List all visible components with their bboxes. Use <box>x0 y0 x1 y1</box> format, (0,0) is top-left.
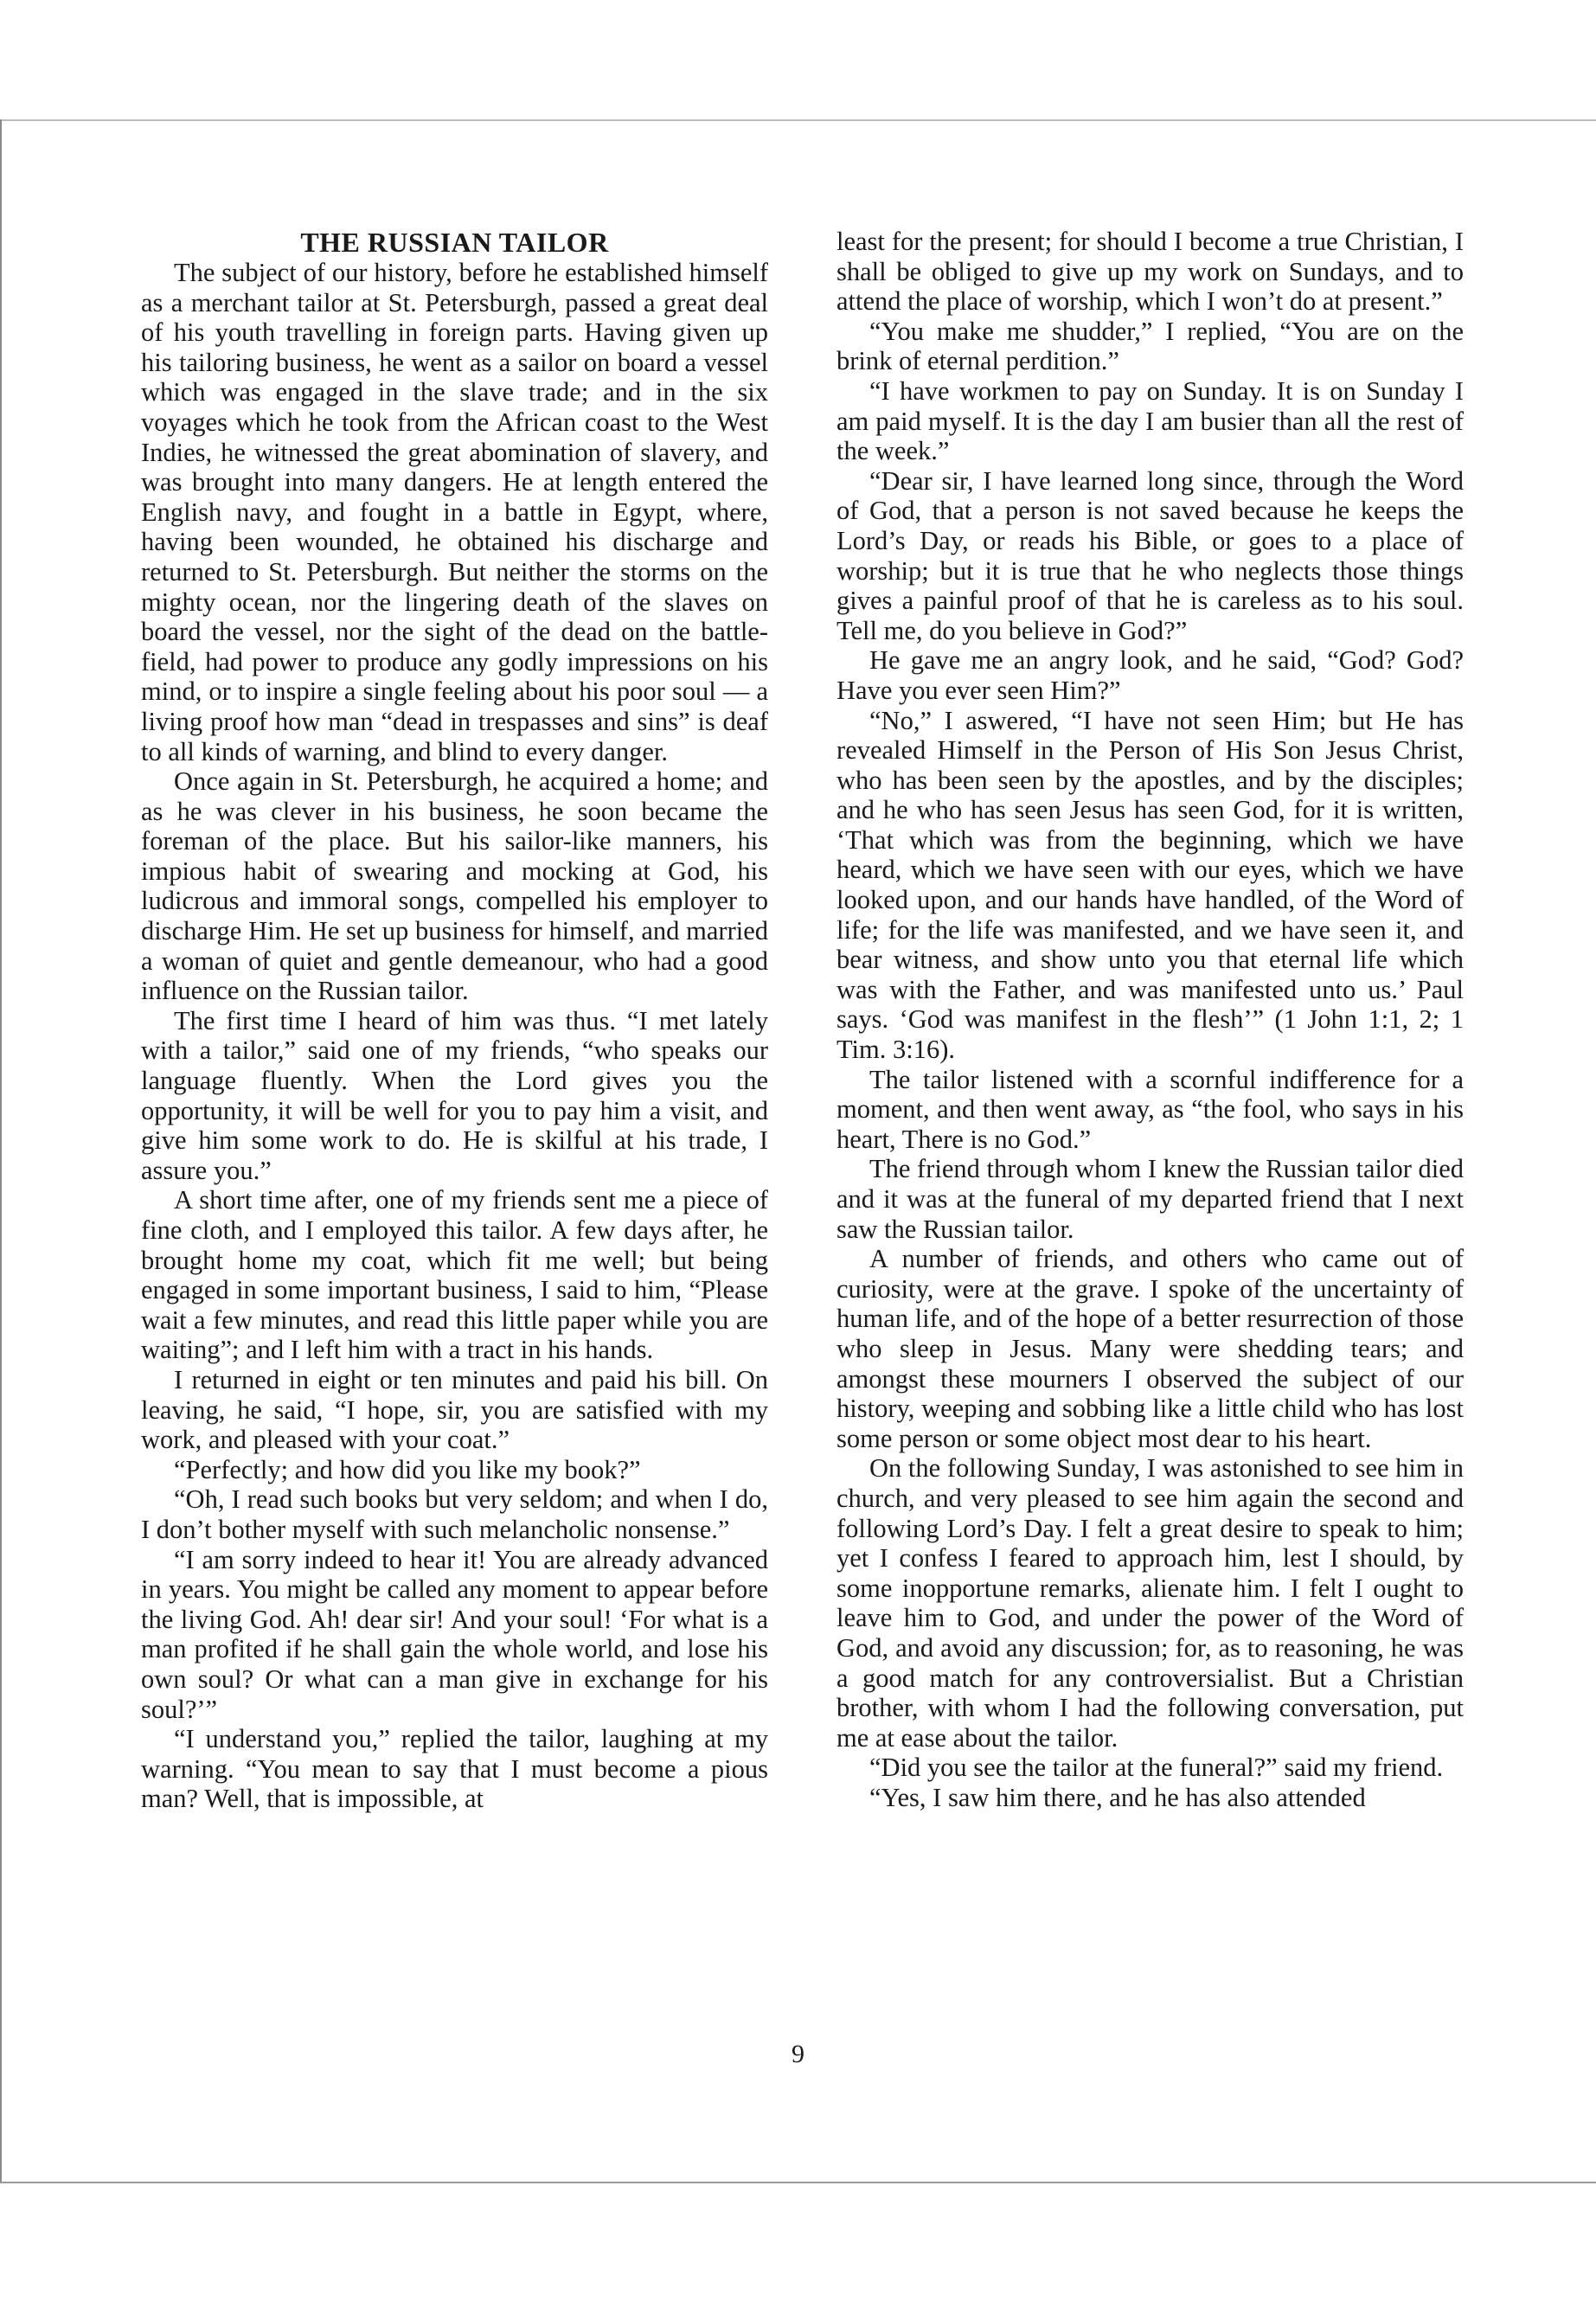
paragraph: “Did you see the tailor at the funeral?” said my friend. <box>869 1753 1444 1783</box>
paragraph: “I understand you,” replied the tailor, laughing at my warning. “You mean to say that I must become a pious man? Well, that is impossible, at <box>141 1724 768 1814</box>
paragraph: The friend through whom I knew the Russian tailor died and it was at the funeral of my departed friend that I next saw the Russian tailor. <box>836 1154 1464 1244</box>
paragraph: The tailor listened with a scornful indifference for a moment, and then went away, as “the fool, who says in his heart, There is no God.” <box>836 1064 1464 1154</box>
paragraph: A short time after, one of my friends sent me a piece of fine cloth, and I employed this tailor. A few days after, he brought home my coat, which fit me well; but being engaged in some important business, I said to him, “Please wait a few minutes, and read this little paper while you are waiting”; and I left him with a tract in his hands. <box>141 1185 768 1365</box>
page-bottom-edge <box>0 2182 1596 2183</box>
paragraph: “Oh, I read such books but very seldom; and when I do, I don’t bother myself with such melancholic nonsense.” <box>141 1484 768 1544</box>
paragraph: “No,” I aswered, “I have not seen Him; but He has revealed Himself in the Person of His Son Jesus Christ, who has been seen by the apostles, and by the disciples; and he who has seen Jesus has seen God, for it is written, ‘That which was from the beginning, which we have heard, which we have seen with our eyes, which we have looked upon, and our hands have handled, of the Word of life; for the life was manifested, and we have seen it, and bear witness, and show unto you that eternal life which was with the Father, and was manifested unto us.’ Paul says. ‘God was manifest in the flesh’” (1 John 1:1, 2; 1 Tim. 3:16). <box>836 705 1464 1065</box>
paragraph: “I am sorry indeed to hear it! You are already advanced in years. You might be called any moment to appear before the living God. Ah! dear sir! And your soul! ‘For what is a man profited if he shall gain the whole world, and lose his own soul? Or what can a man give in exchange for his soul?’” <box>141 1544 768 1724</box>
page-top-edge <box>0 119 1596 121</box>
page-number: 9 <box>792 2040 804 2068</box>
right-column <box>836 227 1464 1812</box>
paragraph: I returned in eight or ten minutes and paid his bill. On leaving, he said, “I hope, sir, you are satisfied with my work, and pleased with your coat.” <box>141 1364 768 1455</box>
paragraph: “You make me shudder,” I replied, “You are on the brink of eternal perdition.” <box>836 316 1464 376</box>
paragraph: Once again in St. Petersburgh, he acquired a home; and as he was clever in his business, he soon became the foreman of the place. But his sailor-like manners, his impious habit of swearing and mocking at God, his ludicrous and immoral songs, compelled his employer to discharge Him. He set up business for himself, and married a woman of quiet and gentle demeanour, who had a good influence on the Russian tailor. <box>141 766 768 1006</box>
paragraph: “Dear sir, I have learned long since, through the Word of God, that a person is not saved because he keeps the Lord’s Day, or reads his Bible, or goes to a place of worship; but it is true that he who neglects those things gives a painful proof of that he is careless as to his soul. Tell me, do you believe in God?” <box>836 465 1464 645</box>
page-left-edge <box>0 119 2 2183</box>
paragraph: On the following Sunday, I was astonished to see him in church, and very pleased to see him again the second and following Lord’s Day. I felt a great desire to speak to him; yet I confess I feared to approach him, lest I should, by some inopportune remarks, alienate him. I felt I ought to leave him to God, and under the power of the Word of God, and avoid any discussion; for, as to reasoning, he was a good match for any controversialist. But a Christian brother, with whom I had the following conversation, put me at ease about the tailor. <box>836 1453 1464 1753</box>
article-title: THE RUSSIAN TAILOR <box>300 227 609 258</box>
paragraph: A number of friends, and others who came out of curiosity, were at the grave. I spoke of the uncertainty of human life, and of the hope of a better resurrection of those who sleep in Jesus. Many were shedding tears; and amongst these mourners I observed the subject of our history, weeping and sobbing like a little child who has lost some person or some object most dear to his heart. <box>836 1244 1464 1453</box>
left-column <box>141 227 768 1814</box>
paragraph: The subject of our history, before he established himself as a merchant tailor at St. Petersburgh, passed a great deal of his youth travelling in foreign parts. Having given up his tailoring business, he went as a sailor on board a vessel which was engaged in the slave trade; and in the six voyages which he took from the African coast to the West Indies, he witnessed the great abomination of slavery, and was brought into many dangers. He at length entered the English navy, and fought in a battle in Egypt, where, having been wounded, he obtained his discharge and returned to St. Petersburgh. But neither the storms on the mighty ocean, nor the lingering death of the slaves on board the vessel, nor the sight of the dead on the battle-field, had power to produce any godly impressions on his mind, or to inspire a single feeling about his poor soul — a living proof how man “dead in trespasses and sins” is deaf to all kinds of warning, and blind to every danger. <box>141 258 768 766</box>
paragraph: “Yes, I saw him there, and he has also attended <box>869 1782 1366 1812</box>
paragraph: “Perfectly; and how did you like my book?” <box>174 1454 641 1484</box>
paragraph-continuation: least for the present; for should I become a true Christian, I shall be obliged to give up my work on Sundays, and to attend the place of worship, which I won’t do at present.” <box>836 227 1464 317</box>
paragraph: The first time I heard of him was thus. “I met lately with a tailor,” said one of my friends, “who speaks our language fluently. When the Lord gives you the opportunity, it will be well for you to pay him a visit, and give him some work to do. He is skilful at his trade, I assure you.” <box>141 1005 768 1185</box>
paragraph: He gave me an angry look, and he said, “God? God? Have you ever seen Him?” <box>836 645 1464 705</box>
paragraph: “I have workmen to pay on Sunday. It is on Sunday I am paid myself. It is the day I am busier than all the rest of the week.” <box>836 375 1464 466</box>
